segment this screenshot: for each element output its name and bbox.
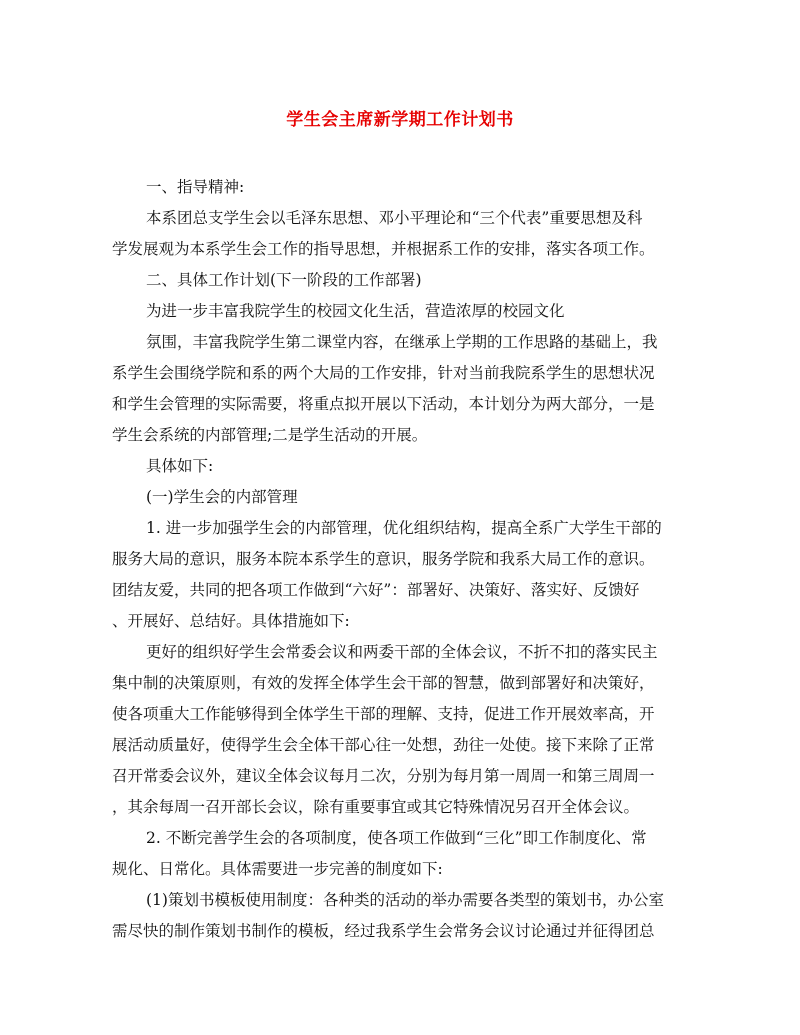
paragraph-line: 具体如下: [146,457,214,475]
paragraph-line: 2. 不断完善学生会的各项制度，使各项工作做到“三化”即工作制度化、常 [146,829,647,847]
paragraph-line: 系学生会围绕学院和系的两个大局的工作安排，针对当前我院系学生的思想状况 [112,364,655,382]
paragraph-line: 规化、日常化。具体需要进一步完善的制度如下: [112,860,443,878]
subsection-heading-internal-management: (一)学生会的内部管理 [146,488,298,506]
paragraph-line: 使各项重大工作能够得到全体学生干部的理解、支持，促进工作开展效率高，开 [112,705,655,723]
paragraph-line: 氛围，丰富我院学生第二课堂内容，在继承上学期的工作思路的基础上，我 [146,333,658,351]
paragraph-line: 团结友爱，共同的把各项工作做到“六好”：部署好、决策好、落实好、反馈好 [112,581,640,599]
paragraph-line: 学生会系统的内部管理;二是学生活动的开展。 [112,426,428,444]
paragraph-line: 集中制的决策原则，有效的发挥全体学生会干部的智慧，做到部署好和决策好， [112,674,655,692]
section-heading-work-plan: 二、具体工作计划(下一阶段的工作部署) [146,271,422,289]
paragraph-line: 本系团总支学生会以毛泽东思想、邓小平理论和“三个代表”重要思想及科 [146,209,643,227]
paragraph-line: 为进一步丰富我院学生的校园文化生活，营造浓厚的校园文化 [146,302,565,320]
paragraph-line: (1)策划书模板使用制度：各种类的活动的举办需要各类型的策划书，办公室 [146,891,664,909]
paragraph-line: 更好的组织好学生会常委会议和两委干部的全体会议，不折不扣的落实民主 [146,643,658,661]
document-title: 学生会主席新学期工作计划书 [286,110,514,130]
paragraph-line: 展活动质量好，使得学生会全体干部心往一处想，劲往一处使。接下来除了正常 [112,736,655,754]
paragraph-line: 学发展观为本系学生会工作的指导思想，并根据系工作的安排，落实各项工作。 [112,240,655,258]
paragraph-line: 服务大局的意识，服务本院本系学生的意识，服务学院和我系大局工作的意识。 [112,550,655,568]
paragraph-line: ，其余每周一召开部长会议，除有重要事宜或其它特殊情况另召开全体会议。 [112,798,640,816]
paragraph-line: 需尽快的制作策划书制作的模板，经过我系学生会常务会议讨论通过并征得团总 [112,922,655,940]
section-heading-guiding-spirit: 一、指导精神: [146,178,245,196]
paragraph-line: 、开展好、总结好。具体措施如下: [112,612,350,630]
paragraph-line: 召开常委会议外，建议全体会议每月二次，分别为每月第一周周一和第三周周一 [112,767,655,785]
paragraph-line: 1. 进一步加强学生会的内部管理，优化组织结构，提高全系广大学生干部的 [146,519,662,537]
paragraph-line: 和学生会管理的实际需要，将重点拟开展以下活动，本计划分为两大部分，一是 [112,395,655,413]
